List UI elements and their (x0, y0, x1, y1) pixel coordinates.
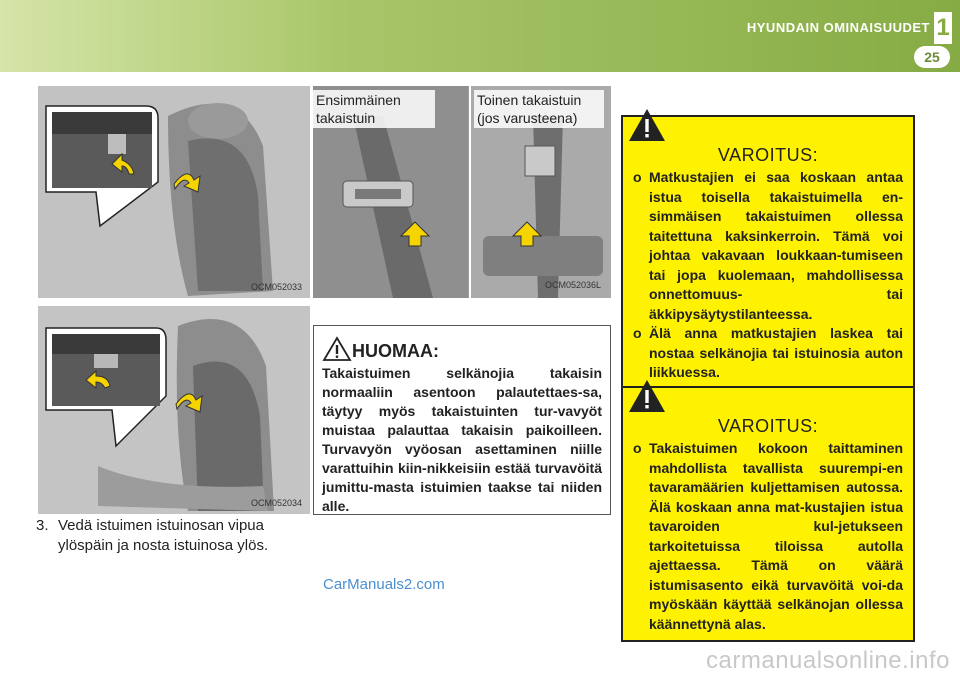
page-number: 25 (914, 46, 950, 68)
notice-title-row (322, 336, 602, 362)
warning-box-2 (621, 386, 915, 642)
photo-code: OCM052033 (250, 282, 302, 292)
notice-body: Takaistuimen selkänojia takaisin normaaliin asentoon palautettaes-sa, täytyy myös takaistuinten tur-vavyöt muistaa palauttaa takaisin paikoilleen. Turvavyön vyöosan asettaminen niille varattuihin kiin-nikkeisiin estää turvavöitä jumittu-masta istuimien taakse tai niiden alle. (322, 365, 602, 514)
bullet: o (633, 440, 642, 456)
warning-item (633, 439, 903, 634)
photo-code: OCM052036L (544, 280, 601, 290)
warning-item (633, 324, 903, 383)
notice-box (313, 325, 611, 515)
page-header (0, 0, 960, 72)
warning-triangle-icon (627, 378, 667, 414)
notice-title: HUOMAA: (352, 341, 439, 361)
warning-title: VAROITUS: (717, 145, 819, 165)
footer-watermark: carmanualsonline.info (706, 647, 950, 674)
watermark-link[interactable]: CarManuals2.com (323, 576, 445, 593)
warning-triangle-icon (627, 107, 667, 143)
seat-photo-top (38, 86, 310, 298)
step-text: Vedä istuimen istuinosan vipua ylöspäin ja nosta istuinosa ylös. (58, 517, 269, 554)
label-second-row: Toinen takaistuin (jos varusteena) (474, 90, 604, 128)
seat-photo-middle (38, 306, 310, 514)
step-instruction (36, 516, 316, 556)
step-number: 3. (36, 517, 49, 534)
seatbelt-photo (313, 86, 611, 298)
warning-text: Matkustajien ei saa koskaan antaa istua toisella takaistuimella en-simmäisen takaistuimen ollessa taitettuna kaksinkerroin. Tämä voi johtaa vakavaan loukkaan-tumiseen tai jopa kuolemaan, mahdollisessa onnettomuus- tai äkkipysäytystilanteessa. (649, 169, 903, 322)
bullet: o (633, 325, 642, 341)
warning-triangle-icon (322, 336, 352, 362)
warning-text: Älä anna matkustajien laskea tai nostaa selkänojia tai istuinosia auton liikkuessa. (649, 325, 903, 380)
chapter-number: 1 (934, 12, 952, 44)
warning-text: Takaistuimen kokoon taittaminen mahdollista tavallista suurempi-en tavaramäärien kuljettamisen autossa. Älä koskaan anna mat-kustajien istua tavaroiden kul-jetukseen tarkoitetuissa tiloissa autolla ajettaessa. Tämä on väärä istumisasento eikä turvavöitä voi-da myöskään käyttää selkänojan ollessa käännettynä alas. (649, 440, 903, 632)
label-first-row: Ensimmäinen takaistuin (313, 90, 435, 128)
warning-item (633, 168, 903, 324)
warning-title: VAROITUS: (717, 416, 819, 436)
bullet: o (633, 169, 642, 185)
section-title: HYUNDAIN OMINAISUUDET (746, 20, 930, 35)
warning-box-1 (621, 115, 915, 391)
photo-code: OCM052034 (250, 498, 302, 508)
